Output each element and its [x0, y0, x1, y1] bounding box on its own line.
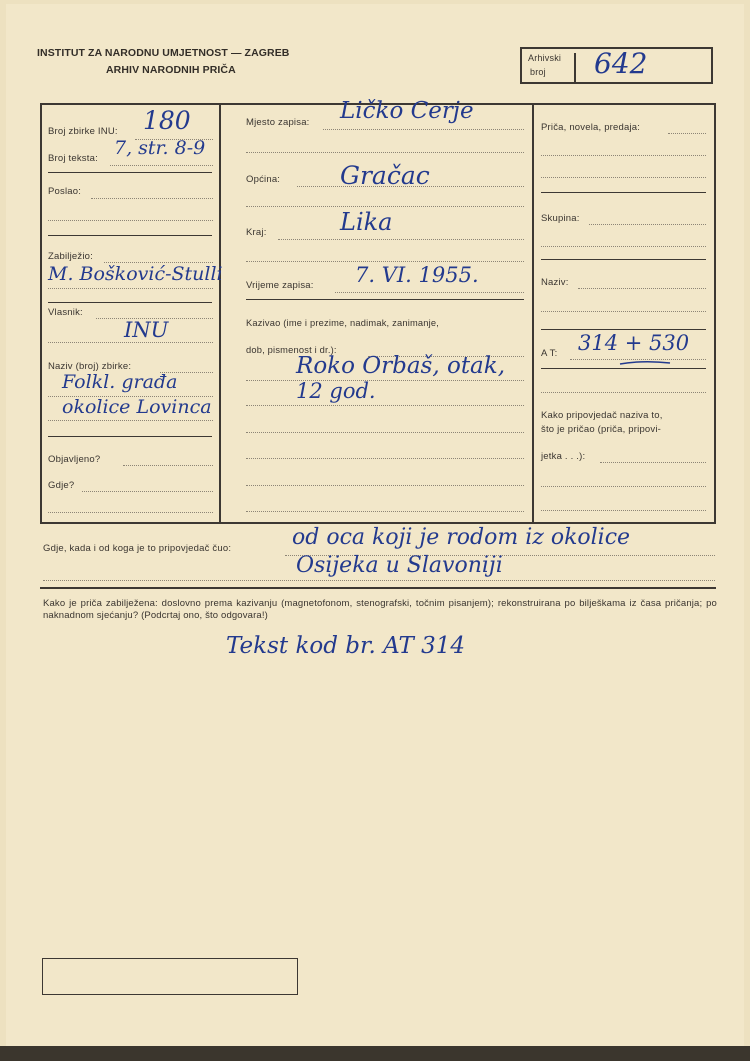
at-underline-stroke — [618, 358, 674, 368]
municipality-line-2 — [246, 206, 524, 207]
right-separator-1 — [541, 192, 706, 193]
genre-line-3 — [541, 177, 706, 178]
sent-by-line-2 — [48, 220, 213, 221]
narrator-term-label-1: Kako pripovjedač naziva to, — [541, 410, 663, 421]
source-bottom-rule — [40, 587, 716, 589]
right-separator-2 — [541, 259, 706, 260]
right-separator-4 — [541, 368, 706, 369]
municipality-label: Općina: — [246, 174, 281, 185]
place-label: Mjesto zapisa: — [246, 117, 310, 128]
genre-label: Priča, novela, predaja: — [541, 122, 641, 133]
left-column-divider — [219, 103, 221, 524]
collection-number-label: Broj zbirke INU: — [48, 126, 118, 137]
narrator-term-line-2 — [541, 486, 706, 487]
recorded-by-value: M. Bošković-Stulli — [48, 263, 223, 285]
name-line-2 — [541, 311, 706, 312]
archive-number-divider — [574, 53, 576, 82]
collection-name-label: Naziv (broj) zbirke: — [48, 361, 132, 372]
region-line — [278, 239, 524, 240]
name-label: Naziv: — [541, 277, 569, 288]
collection-name-value-1: Folkl. građa — [62, 371, 178, 393]
time-value: 7. VI. 1955. — [355, 263, 479, 287]
place-line-2 — [246, 152, 524, 153]
group-label: Skupina: — [541, 213, 580, 224]
at-value: 314 + 530 — [578, 331, 690, 355]
narrator-term-line-3 — [541, 510, 706, 511]
narrator-line-4 — [246, 432, 524, 433]
source-label: Gdje, kada i od koga je to pripovjedač čuo: — [43, 543, 232, 554]
narrator-line-3 — [246, 405, 524, 406]
text-number-value: 7, str. 8-9 — [114, 137, 206, 159]
place-value: Ličko Cerje — [340, 98, 474, 124]
owner-label: Vlasnik: — [48, 307, 83, 318]
collection-name-value-2: okolice Lovinca — [62, 396, 212, 418]
owner-line-2 — [48, 342, 213, 343]
narrator-line-7 — [246, 511, 524, 512]
recorded-by-label: Zabilježio: — [48, 251, 93, 262]
region-line-2 — [246, 261, 524, 262]
collection-name-line-3 — [48, 420, 213, 421]
region-label: Kraj: — [246, 227, 267, 238]
text-number-line — [110, 165, 213, 166]
source-value-2: Osijeka u Slavoniji — [296, 553, 503, 578]
narrator-line-6 — [246, 485, 524, 486]
collection-number-value: 180 — [143, 106, 191, 135]
where-label: Gdje? — [48, 480, 75, 491]
where-line — [82, 491, 213, 492]
source-line-2 — [43, 580, 715, 581]
narrator-value-1: Roko Orbaš, otak, — [296, 353, 506, 379]
archive-number-value: 642 — [594, 47, 648, 80]
published-label: Objavljeno? — [48, 454, 101, 465]
owner-value: INU — [124, 318, 169, 342]
left-separator-3 — [48, 302, 212, 303]
genre-line — [668, 133, 706, 134]
method-value: Tekst kod br. AT 314 — [226, 633, 465, 659]
archive-number-label-1: Arhivski — [528, 53, 562, 63]
group-line-2 — [541, 246, 706, 247]
source-value-1: od oca koji je rodom iz okolice — [292, 525, 631, 550]
archive-title: ARHIV NARODNIH PRIČA — [106, 64, 236, 76]
text-number-label: Broj teksta: — [48, 153, 98, 164]
at-line-2 — [541, 392, 706, 393]
time-label: Vrijeme zapisa: — [246, 280, 314, 291]
narrator-line-2 — [246, 380, 524, 381]
left-separator-1 — [48, 172, 212, 173]
left-separator-2 — [48, 235, 212, 236]
bottom-stamp-box — [42, 958, 298, 995]
region-value: Lika — [340, 208, 393, 236]
group-line — [589, 224, 706, 225]
narrator-label-1: Kazivao (ime i prezime, nadimak, zanimanje, — [246, 318, 440, 328]
narrator-term-label-3: jetka . . .): — [541, 451, 586, 462]
where-line-2 — [48, 512, 213, 513]
published-line — [123, 465, 213, 466]
archive-number-label-2: broj — [530, 67, 546, 77]
narrator-value-2: 12 god. — [296, 379, 376, 403]
right-column-divider — [532, 103, 534, 524]
narrator-term-line — [600, 462, 706, 463]
narrator-line-5 — [246, 458, 524, 459]
sent-by-label: Poslao: — [48, 186, 82, 197]
name-line — [578, 288, 706, 289]
municipality-value: Gračac — [340, 161, 430, 190]
at-label: A T: — [541, 348, 558, 359]
method-label: Kako je priča zabilježena: doslovno prema kazivanju (magnetofonom, stenografski, točnim pisanjem); rekonstruirana po bilješkama iz časa pričanja; po naknadnom sjećanju? (Podcrtaj ono, što odgovara!) — [43, 598, 717, 621]
left-separator-4 — [48, 436, 212, 437]
time-line — [335, 292, 524, 293]
genre-line-2 — [541, 155, 706, 156]
institute-title: INSTITUT ZA NARODNU UMJETNOST — ZAGREB — [37, 47, 290, 59]
right-separator-3 — [541, 329, 706, 330]
scan-edge — [0, 1046, 750, 1061]
narrator-term-label-2: što je pričao (priča, pripovi- — [541, 424, 662, 435]
narrator-label-2: dob, pismenost i dr.): — [246, 345, 337, 355]
place-line — [323, 129, 524, 130]
sent-by-line — [91, 198, 213, 199]
middle-separator — [246, 299, 524, 300]
recorded-by-line-2 — [48, 288, 213, 289]
